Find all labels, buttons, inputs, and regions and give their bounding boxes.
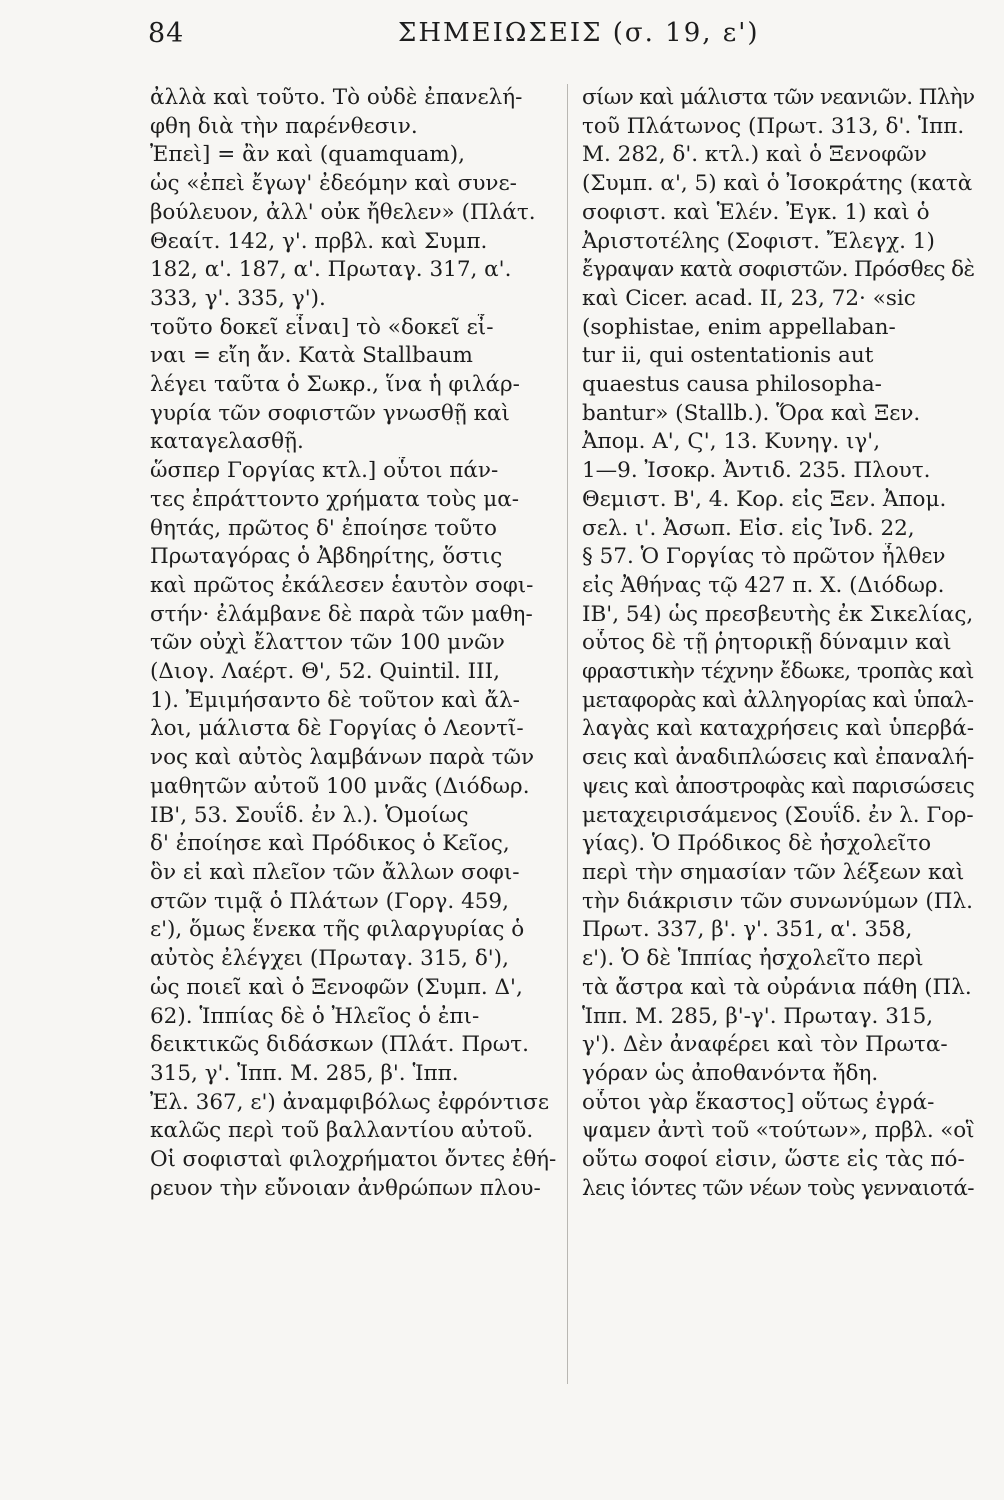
text-line: αὐτὸς ἐλέγχει (Πρωταγ. 315, δ'), (150, 946, 509, 972)
text-line: νος καὶ αὐτὸς λαμβάνων παρὰ τῶν (150, 745, 535, 771)
column-divider (567, 84, 568, 1384)
text-line: βούλευον, ἀλλ' οὐκ ἤθελεν» (Πλάτ. (150, 199, 536, 225)
text-line: λοι, μάλιστα δὲ Γοργίας ὁ Λεοντῖ- (150, 716, 524, 742)
text-line: λαγὰς καὶ καταχρήσεις καὶ ὑπερβά- (582, 716, 974, 742)
text-line: ΙΒ', 53. Σουΐδ. ἐν λ.). Ὁμοίως (150, 802, 469, 828)
text-line: τὴν διάκρισιν τῶν συνωνύμων (Πλ. (582, 888, 973, 914)
text-line: (Διογ. Λαέρτ. Θ', 52. Quintil. III, (150, 659, 500, 685)
running-head: ΣΗΜΕΙΩΣΕΙΣ (σ. 19, ε') (398, 18, 760, 48)
text-line: περὶ τὴν σημασίαν τῶν λέξεων καὶ (582, 859, 965, 885)
text-line: τοῦ Πλάτωνος (Πρωτ. 313, δ'. Ἱππ. (582, 113, 965, 139)
text-line: 182, α'. 187, α'. Πρωταγ. 317, α'. (150, 257, 512, 283)
text-line: 1—9. Ἰσοκρ. Ἀντιδ. 235. Πλουτ. (582, 458, 931, 484)
text-line: οὗτοι γὰρ ἕκαστος] οὕτως ἐγρά- (582, 1089, 935, 1115)
text-line: δ' ἐποίησε καὶ Πρόδικος ὁ Κεῖος, (150, 831, 510, 857)
text-line: Ἐπεὶ] = ἂν καὶ (quamquam), (150, 142, 465, 168)
text-line: 315, γ'. Ἱππ. Μ. 285, β'. Ἱππ. (150, 1060, 459, 1086)
text-line: ὥσπερ Γοργίας κτλ.] οὗτοι πάν- (150, 458, 499, 484)
text-line: φραστικὴν τέχνην ἔδωκε, τροπὰς καὶ (582, 659, 974, 685)
text-line: σεις καὶ ἀναδιπλώσεις καὶ ἐπαναλή- (582, 745, 974, 771)
text-line: λεις ἰόντες τῶν νέων τοὺς γενναιοτά- (582, 1175, 974, 1201)
text-line: ε'), ὅμως ἕνεκα τῆς φιλαργυρίας ὁ (150, 917, 525, 943)
text-line: Ἀπομ. Α', Ϛ', 13. Κυνηγ. ιγ', (582, 429, 881, 455)
text-line: Ἀριστοτέλης (Σοφιστ. Ἔλεγχ. 1) (582, 228, 935, 254)
text-line: σελ. ι'. Ἀσωπ. Εἰσ. εἰς Ἰνδ. 22, (582, 515, 915, 541)
text-line: ψαμεν ἀντὶ τοῦ «τούτων», πρβλ. «οἳ (582, 1118, 974, 1144)
text-line: λέγει ταῦτα ὁ Σωκρ., ἵνα ἡ φιλάρ- (150, 372, 520, 398)
text-line: Ἱππ. Μ. 285, β'-γ'. Πρωταγ. 315, (582, 1003, 934, 1029)
page-header (0, 18, 1004, 62)
text-line: καλῶς περὶ τοῦ βαλλαντίου αὐτοῦ. (150, 1118, 534, 1144)
text-line: μαθητῶν αὐτοῦ 100 μνᾶς (Διόδωρ. (150, 773, 530, 799)
text-line: Θεμιστ. Β', 4. Κορ. εἰς Ξεν. Ἀπομ. (582, 486, 947, 512)
text-line: στῶν τιμᾷ ὁ Πλάτων (Γοργ. 459, (150, 888, 509, 914)
text-line: ε'). Ὁ δὲ Ἱππίας ἠσχολεῖτο περὶ (582, 946, 924, 972)
text-line: Πρωταγόρας ὁ Ἀβδηρίτης, ὅστις (150, 544, 503, 570)
text-line: οὗτος δὲ τῇ ῥητορικῇ δύναμιν καὶ (582, 630, 952, 656)
text-line: (sophistae, enim appellaban- (582, 314, 896, 340)
text-line: § 57. Ὁ Γοργίας τὸ πρῶτον ἦλθεν (582, 544, 946, 570)
text-line: ΙΒ', 54) ὡς πρεσβευτὴς ἐκ Σικελίας, (582, 601, 974, 627)
left-column (150, 84, 556, 1203)
text-line: ρευον τὴν εὔνοιαν ἀνθρώπων πλου- (150, 1175, 541, 1201)
text-line: ψεις καὶ ἀποστροφὰς καὶ παρισώσεις (582, 773, 974, 799)
text-line: στήν· ἐλάμβανε δὲ παρὰ τῶν μαθη- (150, 601, 533, 627)
text-line: φθη διὰ τὴν παρένθεσιν. (150, 113, 418, 139)
text-line: Οἱ σοφισταὶ φιλοχρήματοι ὄντες ἐθή- (150, 1147, 556, 1173)
text-line: ἔγραψαν κατὰ σοφιστῶν. Πρόσθες δὲ (582, 257, 974, 283)
text-line: quaestus causa philosopha- (582, 372, 882, 398)
text-line: Θεαίτ. 142, γ'. πρβλ. καὶ Συμπ. (150, 228, 488, 254)
text-line: 62). Ἱππίας δὲ ὁ Ἠλεῖος ὁ ἐπι- (150, 1003, 480, 1029)
text-line: ἀλλὰ καὶ τοῦτο. Τὸ οὐδὲ ἐπανελή- (150, 85, 523, 110)
text-line: δεικτικῶς διδάσκων (Πλάτ. Πρωτ. (150, 1032, 530, 1058)
page-number: 84 (148, 18, 185, 49)
text-line: tur ii, qui ostentationis aut (582, 343, 874, 369)
text-line: (Συμπ. α', 5) καὶ ὁ Ἰσοκράτης (κατὰ (582, 171, 973, 197)
text-line: ὡς ποιεῖ καὶ ὁ Ξενοφῶν (Συμπ. Δ', (150, 974, 523, 1000)
text-line: Ἐλ. 367, ε') ἀναμφιβόλως ἐφρόντισε (150, 1089, 549, 1115)
text-line: καὶ πρῶτος ἐκάλεσεν ἑαυτὸν σοφι- (150, 572, 534, 598)
text-line: καταγελασθῇ. (150, 429, 304, 455)
text-line: ὃν εἰ καὶ πλεῖον τῶν ἄλλων σοφι- (150, 859, 520, 885)
text-line: ὡς «ἐπεὶ ἔγωγ' ἐδεόμην καὶ συνε- (150, 171, 517, 197)
text-line: γίας). Ὁ Πρόδικος δὲ ἠσχολεῖτο (582, 831, 932, 857)
text-line: 1). Ἐμιμήσαντο δὲ τοῦτον καὶ ἄλ- (150, 687, 520, 713)
text-line: τες ἐπράττοντο χρήματα τοὺς μα- (150, 486, 520, 512)
text-line: bantur» (Stallb.). Ὅρα καὶ Ξεν. (582, 400, 921, 426)
text-line: σίων καὶ μάλιστα τῶν νεανιῶν. Πλὴν (582, 85, 974, 110)
text-line: Μ. 282, δ'. κτλ.) καὶ ὁ Ξενοφῶν (582, 142, 927, 168)
text-line: γόραν ὡς ἀποθανόντα ἤδη. (582, 1060, 879, 1086)
text-line: Πρωτ. 337, β'. γ'. 351, α'. 358, (582, 917, 913, 943)
text-line: μεταχειρισάμενος (Σουΐδ. ἐν λ. Γορ- (582, 802, 974, 828)
text-line: γ'). Δὲν ἀναφέρει καὶ τὸν Πρωτα- (582, 1032, 948, 1058)
text-line: μεταφορὰς καὶ ἀλληγορίας καὶ ὑπαλ- (582, 687, 974, 713)
text-line: καὶ Cicer. acad. II, 23, 72· «sic (582, 285, 916, 311)
right-column (582, 84, 974, 1203)
text-line: ναι = εἴη ἄν. Κατὰ Stallbaum (150, 343, 473, 369)
text-line: θητάς, πρῶτος δ' ἐποίησε τοῦτο (150, 515, 497, 541)
text-line: τὰ ἄστρα καὶ τὰ οὐράνια πάθη (Πλ. (582, 974, 972, 1000)
text-line: τοῦτο δοκεῖ εἶναι] τὸ «δοκεῖ εἶ- (150, 314, 494, 340)
text-line: εἰς Ἀθήνας τῷ 427 π. Χ. (Διόδωρ. (582, 572, 945, 598)
text-line: σοφιστ. καὶ Ἑλέν. Ἐγκ. 1) καὶ ὁ (582, 199, 930, 225)
text-line: οὕτω σοφοί εἰσιν, ὥστε εἰς τὰς πό- (582, 1147, 965, 1173)
text-line: 333, γ'. 335, γ'). (150, 285, 326, 311)
text-line: τῶν οὐχὶ ἔλαττον τῶν 100 μνῶν (150, 630, 505, 656)
text-line: γυρία τῶν σοφιστῶν γνωσθῇ καὶ (150, 400, 510, 426)
